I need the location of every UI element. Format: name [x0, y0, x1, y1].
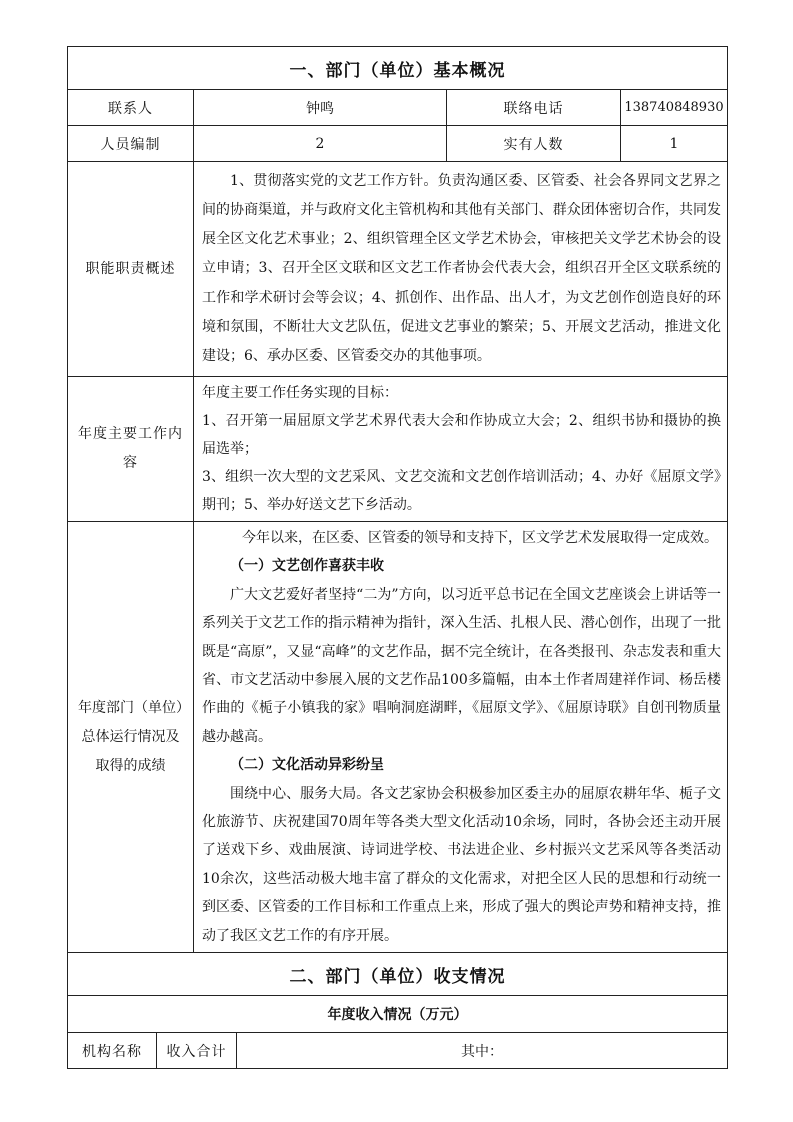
overall-paragraph-2: 围绕中心、服务大局。各文艺家协会积极参加区委主办的屈原农耕年华、栀子文化旅游节、庆祝建国70周年等各类大型文化活动10余场，同时，各协会还主动开展了送戏下乡、戏曲展演、诗词进学校、书法进企业、乡村振兴文艺采风等各类活动10余次，这些活动极大地丰富了群众的文化需求，对把全区人民的思想和行动统一到区委、区管委的工作目标和工作重点上来，形成了强大的舆论声势和精神支持，推动了我区文艺工作的有序开展。 [202, 785, 721, 944]
phone-label: 联络电话 [447, 90, 621, 126]
annual-tasks-line: 年度主要工作任务实现的目标： [202, 385, 398, 401]
income-title: 年度收入情况（万元） [68, 996, 728, 1033]
duties-cell [194, 162, 728, 377]
overall-heading-2: （二）文化活动异彩纷呈 [230, 757, 384, 774]
col-total-header: 收入合计 [157, 1033, 237, 1069]
duties-label: 职能职责概述 [68, 162, 194, 377]
annual-tasks-line: 1、召开第一届屈原文学艺术界代表大会和作协成立大会；2、组织书协和摄协的换届选举； [202, 413, 721, 457]
duties-text: 1、贯彻落实党的文艺工作方针。负责沟通区委、区管委、社会各界同文艺界之间的协商渠道，并与政府文化主管机构和其他有关部门、群众团体密切合作，共同发展全区文化艺术事业；2、组织管理全区文学艺术协会，审核把关文学艺术协会的设立申请；3、召开全区文联和区文艺工作者协会代表大会，组织召开全区文联系统的工作和学术研讨会等会议；4、抓创作、出作品、出人才，为文艺创作创造良好的环境和氛围，不断壮大文艺队伍，促进文艺事业的繁荣；5、开展文艺活动，推进文化建设；6、承办区委、区管委交办的其他事项。 [202, 172, 721, 364]
staff-value: 2 [194, 126, 447, 162]
annual-tasks-label: 年度主要工作内容 [68, 377, 194, 522]
actual-label: 实有人数 [447, 126, 621, 162]
actual-value: 1 [621, 126, 728, 162]
section2-title: 二、部门（单位）收支情况 [68, 953, 728, 996]
overall-cell [194, 522, 728, 953]
contact-label: 联系人 [68, 90, 194, 126]
contact-value: 钟鸣 [194, 90, 447, 126]
col-among-header: 其中： [237, 1033, 728, 1069]
basic-info-table [67, 46, 728, 996]
document-page [67, 46, 727, 1069]
overall-paragraph-1: 广大文艺爱好者坚持“二为”方向，以习近平总书记在全国文艺座谈会上讲话等一系列关于文艺工作的指示精神为指针，深入生活、扎根人民、潜心创作，出现了一批既是“高原”，又显“高峰”的文艺作品，据不完全统计，在各类报刊、杂志发表和重大省、市文艺活动中参展入展的文艺作品100多篇幅，由本土作者周建祥作词、杨岳楼作曲的《栀子小镇我的家》唱响洞庭湖畔，《屈原文学》、《屈原诗联》自创刊物质量越办越高。 [202, 586, 721, 745]
overall-heading-1: （一）文艺创作喜获丰收 [230, 558, 384, 575]
overall-intro: 今年以来，在区委、区管委的领导和支持下，区文学艺术发展取得一定成效。 [242, 530, 718, 546]
annual-tasks-line: 3、组织一次大型的文艺采风、文艺交流和文艺创作培训活动；4、办好《屈原文学》期刊；5、举办好送文艺下乡活动。 [202, 469, 721, 513]
overall-label: 年度部门（单位）总体运行情况及取得的成绩 [68, 522, 194, 953]
col-org-header: 机构名称 [68, 1033, 157, 1069]
income-table [67, 995, 728, 1069]
section1-title: 一、部门（单位）基本概况 [68, 47, 728, 90]
annual-tasks-cell [194, 377, 728, 522]
staff-label: 人员编制 [68, 126, 194, 162]
phone-value: 13874084893​0 [621, 90, 728, 126]
